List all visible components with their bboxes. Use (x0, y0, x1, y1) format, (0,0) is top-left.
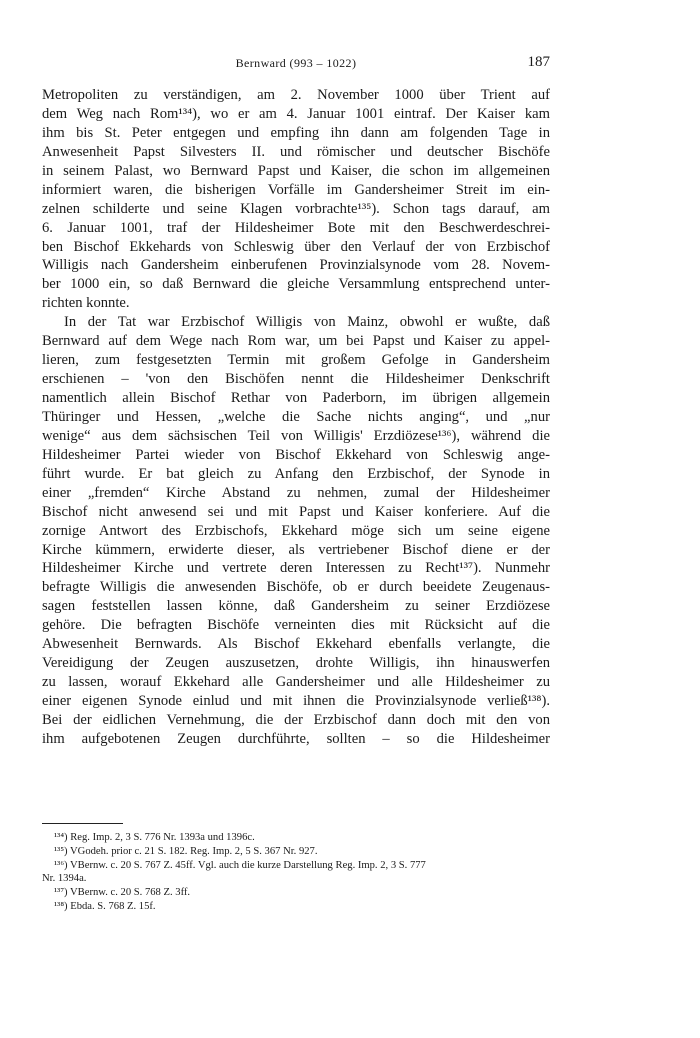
body-line: ihm aufgebotenen Zeugen durchführte, sollten – so die Hildesheimer (42, 730, 550, 747)
body-line: Anwesenheit Papst Silvesters II. und römischer und deutscher Bischöfe (42, 143, 550, 160)
footnote-divider (42, 823, 123, 824)
body-line: zu lassen, worauf Ekkehard alle Gandersheimer und alle Hildesheimer zu (42, 674, 550, 691)
footnote: ¹³⁸) Ebda. S. 768 Z. 15f. (54, 900, 156, 912)
footnote: ¹³⁷) VBernw. c. 20 S. 768 Z. 3ff. (54, 887, 191, 899)
body-text (42, 86, 550, 749)
body-line: einer eigenen Synode einlud und mit ihnen die Provinzialsynode verließ¹³⁸). (42, 693, 550, 709)
body-line: gehöre. Die befragten Bischöfe verneinten dies mit Rücksicht auf die (42, 617, 550, 634)
footnotes (42, 831, 550, 914)
page-header (42, 54, 550, 74)
body-line: wenige“ aus dem sächsischen Teil von Willigis' Erzdiözese¹³⁶), während die (42, 427, 550, 444)
body-line: ber 1000 ein, so daß Bernward die gleiche Versammlung entsprechend unter- (42, 276, 550, 293)
body-line: Willigis nach Gandersheim einberufenen Provinzialsynode vom 28. Novem- (42, 257, 550, 274)
footnote: ¹³⁵) VGodeh. prior c. 21 S. 182. Reg. Imp. 2, 5 S. 367 Nr. 927. (54, 845, 318, 857)
body-line: 6. Januar 1001, traf der Hildesheimer Bote mit den Beschwerdeschrei- (42, 219, 550, 236)
body-line: ihm bis St. Peter entgegen und empfing ihn dann am folgenden Tage in (42, 124, 550, 141)
body-line: zornige Antwort des Erzbischofs, Ekkehard möge sich um seine eigene (42, 522, 550, 539)
body-line: führt wurde. Er bat gleich zu Anfang den Erzbischof, der Synode in (42, 465, 550, 482)
body-line: Bischof nicht anwesend sei und mit Papst und Kaiser konferiere. Auf die (42, 503, 550, 520)
body-line: Hildesheimer Partei wieder von Bischof Ekkehard von Schleswig ange- (42, 446, 550, 463)
footnote: ¹³⁴) Reg. Imp. 2, 3 S. 776 Nr. 1393a und 1396c. (54, 832, 255, 843)
body-line: namentlich allein Bischof Rethar von Paderborn, im übrigen allgemein (42, 390, 550, 406)
running-head: Bernward (993 – 1022) (235, 56, 357, 70)
body-line: Abwesenheit Bernwards. Als Bischof Ekkehard ebenfalls verlangte, die (42, 636, 550, 653)
body-line: einer „fremden“ Kirche Abstand zu nehmen, zumal der Hildesheimer (42, 484, 550, 501)
footnote-continuation: Nr. 1394a. (42, 873, 87, 885)
body-line: Vereidigung der Zeugen auszusetzen, drohte Willigis, ihn hinauswerfen (42, 655, 550, 672)
page-number: 187 (527, 54, 550, 70)
body-line: ben Bischof Ekkehards von Schleswig über den Verlauf der von Erzbischof (42, 238, 550, 255)
body-line: Bernward auf dem Wege nach Rom war, um bei Papst und Kaiser zu appel- (42, 333, 550, 350)
body-line: in seinem Palast, wo Bernward Papst und Kaiser, die schon im allgemeinen (42, 162, 550, 179)
body-line: informiert waren, die bisherigen Vorfälle im Gandersheimer Streit im ein- (42, 181, 550, 198)
body-line: befragte Willigis die anwesenden Bischöfe, ob er durch beeidete Zeugenaus- (42, 579, 550, 596)
body-line: In der Tat war Erzbischof Willigis von Mainz, obwohl er wußte, daß (64, 314, 550, 331)
body-line: Thüringer und Hessen, „welche die Sache nichts anging“, und „nur (42, 408, 550, 425)
body-line: dem Weg nach Rom¹³⁴), wo er am 4. Januar 1001 eintraf. Der Kaiser kam (42, 105, 550, 122)
body-line: richten konnte. (42, 295, 130, 312)
body-line: Kirche kümmern, erwiderte dieser, als vertriebener Bischof diene er der (42, 541, 550, 558)
body-line: lieren, zum festgesetzten Termin mit großem Gefolge in Gandersheim (42, 352, 550, 369)
body-line: Bei der eidlichen Vernehmung, die der Erzbischof dann doch mit den von (42, 711, 550, 728)
footnote: ¹³⁶) VBernw. c. 20 S. 767 Z. 45ff. Vgl. auch die kurze Darstellung Reg. Imp. 2, 3 S. 777 (54, 859, 426, 871)
body-line: Metropoliten zu verständigen, am 2. November 1000 über Trient auf (42, 87, 550, 103)
body-line: erschienen – 'von den Bischöfen nennt die Hildesheimer Denkschrift (42, 371, 550, 388)
body-line: Hildesheimer Kirche und vertrete deren Interessen zu Recht¹³⁷). Nunmehr (42, 560, 550, 577)
body-line: zelnen schilderte und seine Klagen vorbrachte¹³⁵). Schon tags darauf, am (42, 200, 550, 217)
body-line: sagen feststellen lassen könne, daß Gandersheim zu seiner Erzdiözese (42, 598, 550, 615)
